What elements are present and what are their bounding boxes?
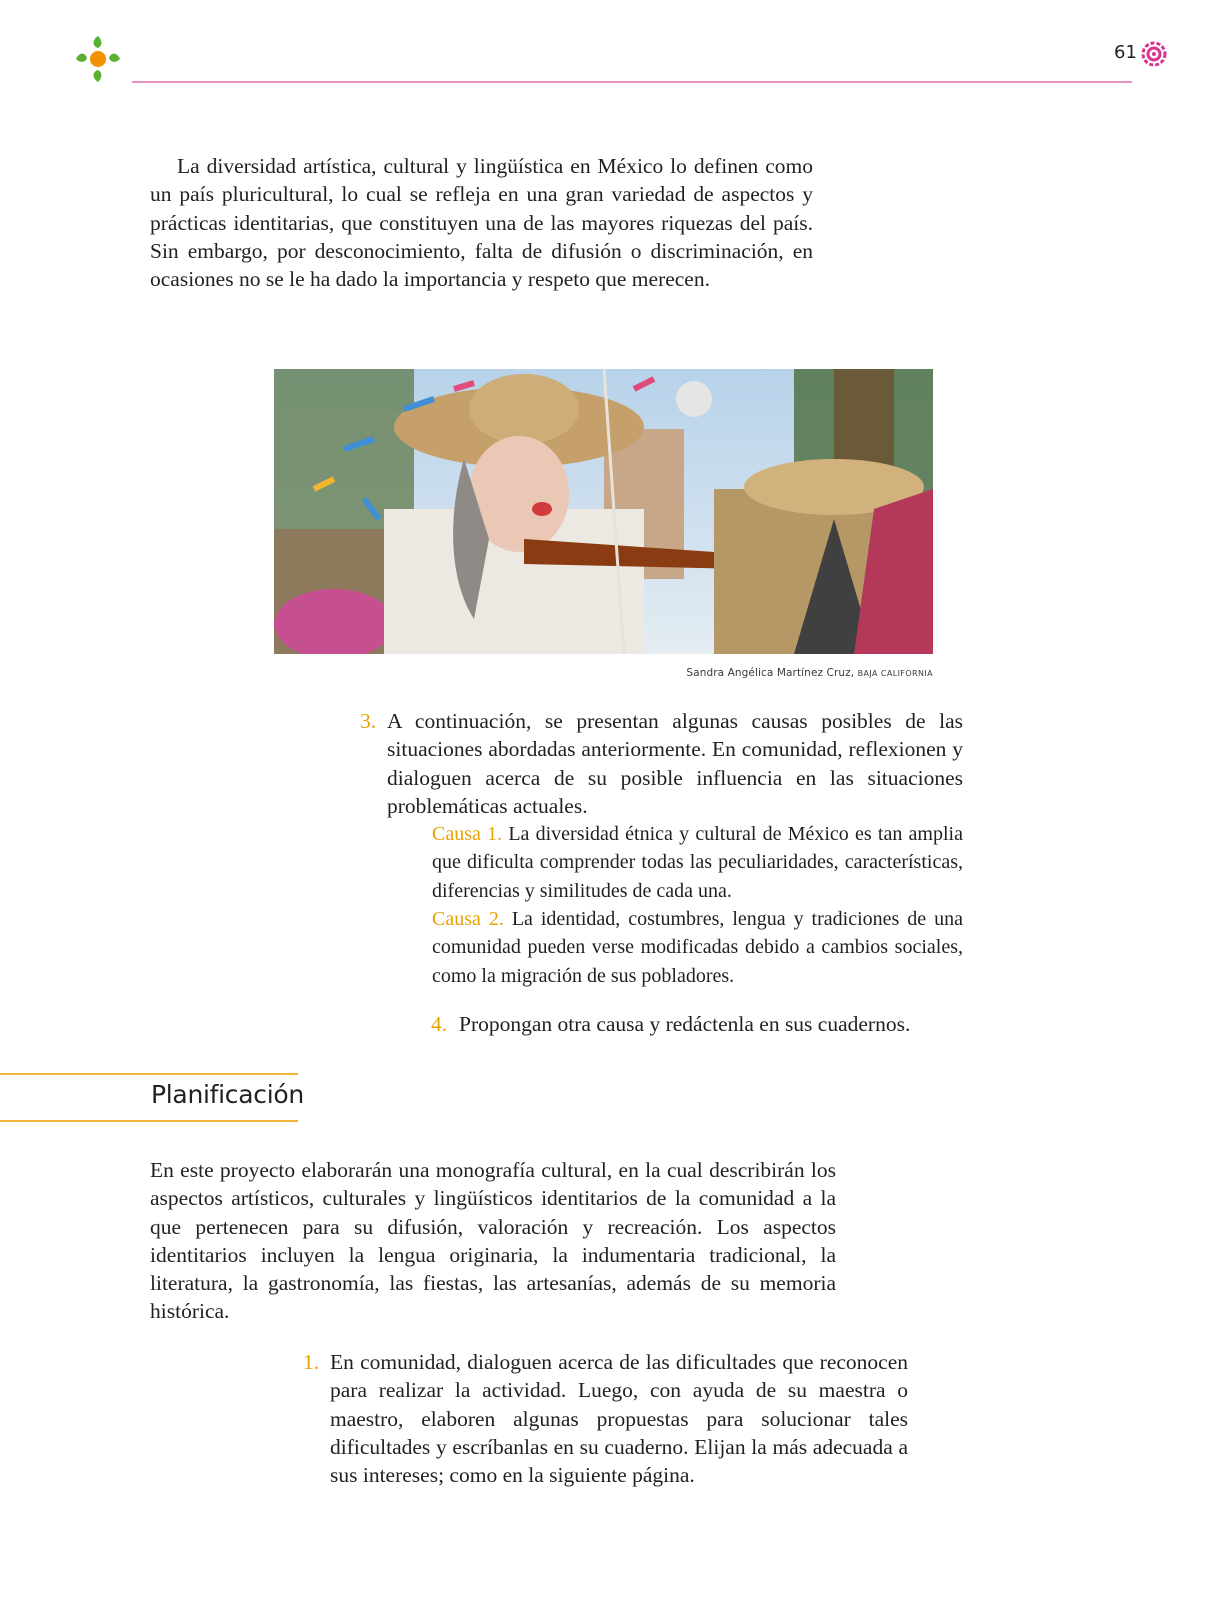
seed-logo-icon [72, 32, 124, 84]
section-title: Planificación [151, 1080, 304, 1109]
item-4-text: Propongan otra causa y redáctenla en sus cuadernos. [459, 1012, 911, 1036]
item-4-number: 4. [431, 1012, 448, 1036]
page-number: 61 [1114, 42, 1137, 63]
item-1-text: En comunidad, dialoguen acerca de las dificultades que reconocen para realizar la actividad. Luego, con ayuda de su maestra o maestro, elaboren algunas propuestas para solucionar tales dificultades y escríbanlas en su cuaderno. Elijan la más adecuada a sus intereses; como en la siguiente página. [330, 1350, 908, 1488]
festival-photo [274, 369, 933, 654]
planificacion-paragraph: En este proyecto elaborarán una monografía cultural, en la cual describirán los aspectos artísticos, culturales y lingüísticos identitarios de la comunidad a la que pertenecen para su difusión, valoración y recreación. Los aspectos identitarios incluyen la lengua originaria, la indumentaria tradicional, la literatura, la gastronomía, las fiestas, las artesanías, además de su memoria histórica. [150, 1158, 836, 1324]
item-1-number: 1. [303, 1350, 320, 1374]
causa-2 [432, 905, 963, 990]
item-3-number: 3. [360, 709, 377, 733]
section-rule-top [0, 1073, 298, 1075]
causa-1 [432, 820, 963, 905]
causa-1-label: Causa 1. [432, 823, 503, 845]
header-rule [132, 81, 1132, 83]
causa-2-label: Causa 2. [432, 908, 504, 930]
intro-paragraph: La diversidad artística, cultural y lingüística en México lo definen como un país pluricultural, lo cual se refleja en una gran variedad de aspectos y prácticas identitarias, que constituyen una de las mayores riquezas del país. Sin embargo, por desconocimiento, falta de difusión o discriminación, en ocasiones no se le ha dado la importancia y respeto que merecen. [150, 154, 813, 292]
item-3-text: A continuación, se presentan algunas causas posibles de las situaciones abordadas anteriormente. En comunidad, reflexionen y dialoguen acerca de su posible influencia en las situaciones problemáticas actuales. [387, 709, 963, 818]
photo-credit [686, 667, 933, 679]
photo-credit-name: Sandra Angélica Martínez Cruz, [686, 667, 855, 679]
photo-credit-region: BAJA CALIFORNIA [857, 669, 933, 678]
causa-1-text: La diversidad étnica y cultural de México es tan amplia que dificulta comprender todas las peculiaridades, características, diferencias y similitudes de cada una. [432, 823, 963, 902]
causa-2-text: La identidad, costumbres, lengua y tradiciones de una comunidad pueden verse modificadas debido a cambios sociales, como la migración de sus pobladores. [432, 908, 963, 987]
flower-glyph-icon [1140, 40, 1168, 68]
section-rule-bottom [0, 1120, 298, 1122]
